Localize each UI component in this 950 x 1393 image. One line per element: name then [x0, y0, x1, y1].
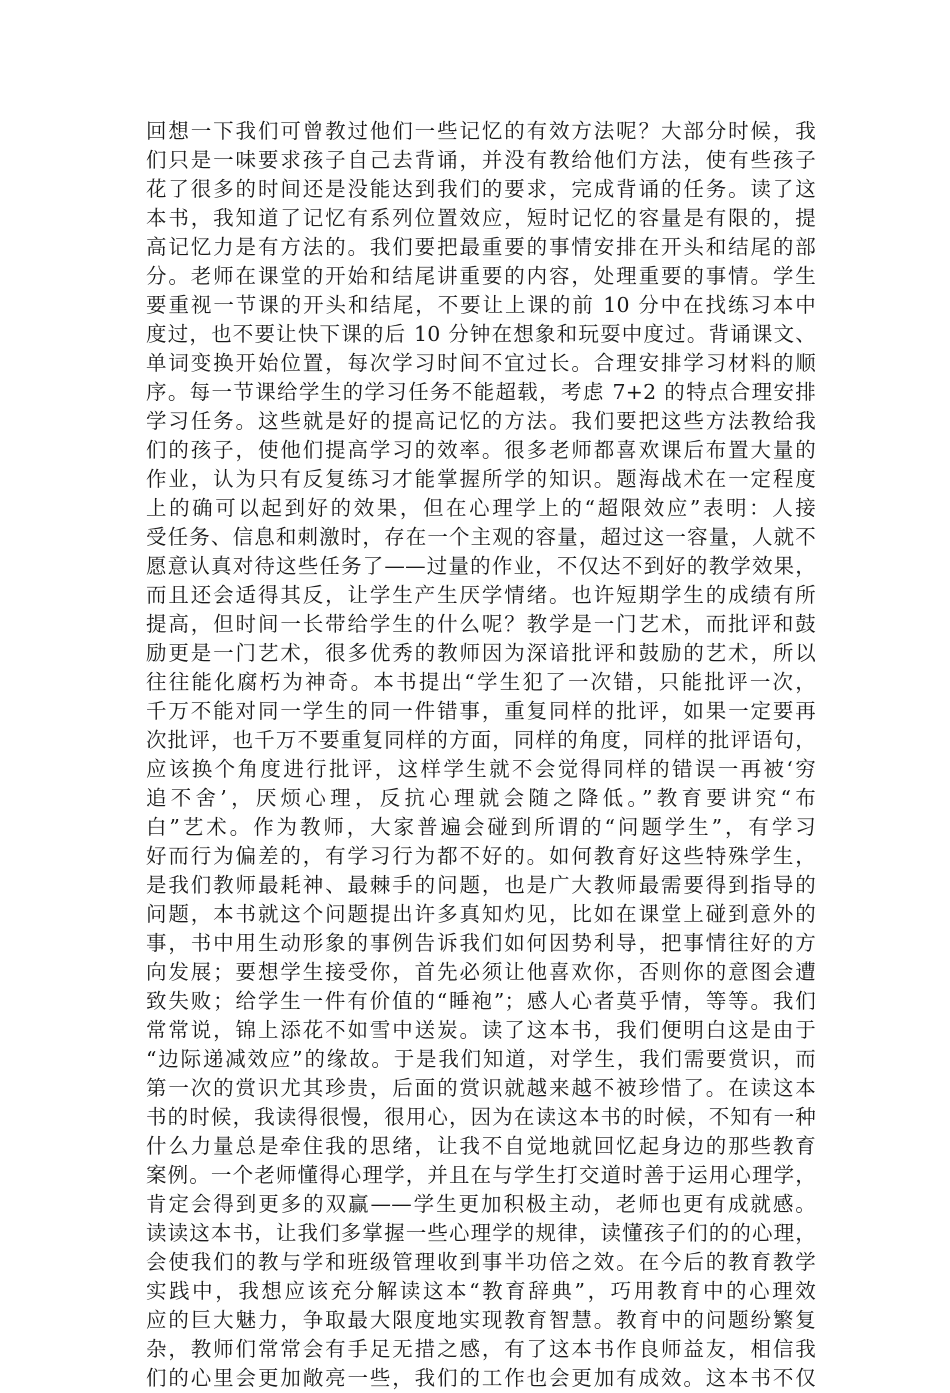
text-line: 分。老师在课堂的开始和结尾讲重要的内容，处理重要的事情。学生 — [146, 264, 816, 288]
text-line: 好而行为偏差的，有学习行为都不好的。如何教育好这些特殊学生， — [146, 844, 816, 868]
text-line: 作业，认为只有反复练习才能掌握所学的知识。题海战术在一定程度 — [146, 467, 816, 491]
text-line: 白”艺术。作为教师，大家普遍会碰到所谓的“问题学生”，有学习 — [146, 815, 816, 839]
text-line: 而且还会适得其反，让学生产生厌学情绪。也许短期学生的成绩有所 — [146, 583, 816, 607]
text-line: 事，书中用生动形象的事例告诉我们如何因势利导，把事情往好的方 — [146, 931, 816, 955]
text-line: 要重视一节课的开头和结尾，不要让上课的前 10 分中在找练习本中 — [146, 293, 816, 317]
text-line: 高记忆力是有方法的。我们要把最重要的事情安排在开头和结尾的部 — [146, 235, 816, 259]
text-line: 们的心里会更加敞亮一些，我们的工作也会更加有成效。这本书不仅 — [146, 1366, 816, 1390]
text-line: 追不舍’，厌烦心理，反抗心理就会随之降低。”教育要讲究“布 — [146, 786, 816, 810]
text-line: 学习任务。这些就是好的提高记忆的方法。我们要把这些方法教给我 — [146, 409, 816, 433]
text-line: 受任务、信息和刺激时，存在一个主观的容量，超过这一容量，人就不 — [146, 525, 816, 549]
text-line: 什么力量总是牵住我的思绪，让我不自觉地就回忆起身边的那些教育 — [146, 1134, 816, 1158]
text-line: 上的确可以起到好的效果，但在心理学上的“超限效应”表明：人接 — [146, 496, 816, 520]
body-text — [146, 117, 816, 1393]
text-line: 问题，本书就这个问题提出许多真知灼见，比如在课堂上碰到意外的 — [146, 902, 816, 926]
text-line: 们只是一味要求孩子自己去背诵，并没有教给他们方法，使有些孩子 — [146, 148, 816, 172]
text-line: 度过，也不要让快下课的后 10 分钟在想象和玩耍中度过。背诵课文、 — [146, 322, 816, 346]
text-line: 励更是一门艺术，很多优秀的教师因为深谙批评和鼓励的艺术，所以 — [146, 641, 816, 665]
text-line: 实践中，我想应该充分解读这本“教育辞典”，巧用教育中的心理效 — [146, 1279, 816, 1303]
text-line: 杂，教师们常常会有手足无措之感，有了这本书作良师益友，相信我 — [146, 1337, 816, 1361]
text-line: 第一次的赏识尤其珍贵，后面的赏识就越来越不被珍惜了。在读这本 — [146, 1076, 816, 1100]
text-line: 次批评，也千万不要重复同样的方面，同样的角度，同样的批评语句， — [146, 728, 816, 752]
text-line: 应该换个角度进行批评，这样学生就不会觉得同样的错误一再被‘穷 — [146, 757, 816, 781]
text-line: “边际递减效应”的缘故。于是我们知道，对学生，我们需要赏识，而 — [146, 1047, 816, 1071]
text-line: 致失败；给学生一件有价值的“睡袍”；感人心者莫乎情，等等。我们 — [146, 989, 816, 1013]
text-line: 花了很多的时间还是没能达到我们的要求，完成背诵的任务。读了这 — [146, 177, 816, 201]
text-line: 肯定会得到更多的双赢——学生更加积极主动，老师也更有成就感。 — [146, 1192, 816, 1216]
text-line: 书的时候，我读得很慢，很用心，因为在读这本书的时候，不知有一种 — [146, 1105, 816, 1129]
text-line: 回想一下我们可曾教过他们一些记忆的有效方法呢？大部分时候，我 — [146, 119, 816, 143]
text-line: 案例。一个老师懂得心理学，并且在与学生打交道时善于运用心理学， — [146, 1163, 816, 1187]
text-line: 愿意认真对待这些任务了——过量的作业，不仅达不到好的教学效果， — [146, 554, 816, 578]
text-line: 单词变换开始位置，每次学习时间不宜过长。合理安排学习材料的顺 — [146, 351, 816, 375]
text-line: 是我们教师最耗神、最棘手的问题，也是广大教师最需要得到指导的 — [146, 873, 816, 897]
text-line: 序。每一节课给学生的学习任务不能超载，考虑 7+2 的特点合理安排 — [146, 380, 816, 404]
text-line: 千万不能对同一学生的同一件错事，重复同样的批评，如果一定要再 — [146, 699, 816, 723]
text-line: 们的孩子，使他们提高学习的效率。很多老师都喜欢课后布置大量的 — [146, 438, 816, 462]
text-line: 向发展；要想学生接受你，首先必须让他喜欢你，否则你的意图会遭 — [146, 960, 816, 984]
text-line: 常常说，锦上添花不如雪中送炭。读了这本书，我们便明白这是由于 — [146, 1018, 816, 1042]
text-line: 应的巨大魅力，争取最大限度地实现教育智慧。教育中的问题纷繁复 — [146, 1308, 816, 1332]
text-line: 读读这本书，让我们多掌握一些心理学的规律，读懂孩子们的的心理， — [146, 1221, 816, 1245]
text-line: 提高，但时间一长带给学生的什么呢？教学是一门艺术，而批评和鼓 — [146, 612, 816, 636]
text-line: 往往能化腐朽为神奇。本书提出“学生犯了一次错，只能批评一次， — [146, 670, 816, 694]
text-line: 本书，我知道了记忆有系列位置效应，短时记忆的容量是有限的，提 — [146, 206, 816, 230]
text-line: 会使我们的教与学和班级管理收到事半功倍之效。在今后的教育教学 — [146, 1250, 816, 1274]
